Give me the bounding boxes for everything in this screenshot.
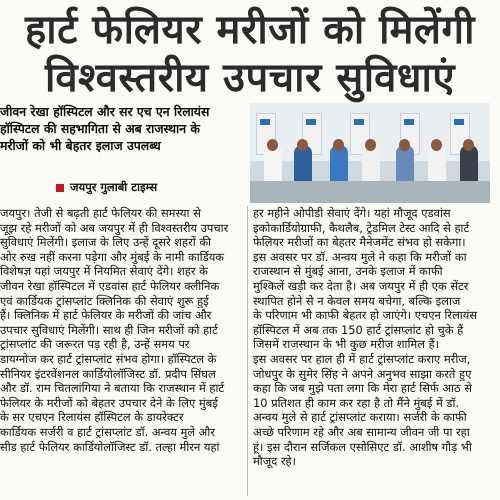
article-line: कार्डियक सर्जरी व हार्ट ट्रांसप्लांट डॉ. अन्वय मुले और	[0, 424, 215, 439]
byline-marker-icon	[56, 184, 64, 192]
photo-table	[250, 181, 490, 203]
photo-person-head	[297, 139, 308, 151]
article-line: फेलियर के मरीजों को बेहतर उपचार देने के लिए मुंबई	[0, 395, 218, 410]
article-line: हर महीने ओपीडी सेवाएं देंगे। यहां मौजूद एडवांस	[253, 206, 451, 220]
photo-person-head	[267, 139, 278, 151]
article-line: राजस्थान से मुंबई आना, उनके इलाज में काफी	[253, 264, 443, 279]
article-line: विशेषज्ञ यहां जयपुर में नियमित सेवाएं देंगे। शहर के	[0, 264, 208, 279]
photo-person-head	[431, 139, 442, 151]
photo-person-head	[399, 139, 410, 151]
photo-person	[294, 145, 312, 185]
article-line: जिसमें राजस्थान के भी कुछ मरीज शामिल हैं।	[253, 337, 439, 352]
article-line: स्थापित होने से न केवल समय बचेगा, बल्कि इलाज	[253, 293, 461, 308]
photo-person	[460, 145, 478, 185]
column-divider	[247, 206, 248, 496]
article-line: हूं। इस दौरान सर्जिकल एसोसिएट डॉ. आशीष गौड़ भी	[253, 439, 472, 454]
headline-line-1: हार्ट फेलियर मरीजों को मिलेंगी	[25, 7, 475, 53]
photo-person	[264, 145, 282, 185]
subheadline	[0, 103, 248, 154]
news-photo	[250, 103, 490, 203]
article-column-right	[253, 206, 493, 469]
article-line: मौजूद रहे।	[253, 454, 296, 469]
article-line: और डॉ. राम चितलांगिया ने बताया कि राजस्थान में हार्ट	[0, 381, 225, 396]
subhead-line: मरीजों को भी बेहतर इलाज उपलब्ध	[0, 138, 161, 153]
article-line: सुविधाएं मिलेंगी। इलाज के लिए उन्हें दूसरे शहरों की	[0, 235, 212, 250]
byline	[56, 180, 157, 195]
article-line: ट्रांसप्लांट की जरूरत पड़ रही है, उन्हें समय पर	[0, 337, 190, 352]
article-line: 10 प्रतिशत ही काम कर रहा है तो मैंने मुंबई में डॉ.	[253, 395, 460, 410]
photo-person-head	[333, 139, 344, 151]
article-line: ओर रुख नहीं करना पड़ेगा और मुंबई के नामी कार्डियक	[0, 249, 225, 264]
article-line: हॉस्पिटल में अब तक 150 हार्ट ट्रांसप्लांट हो चुके हैं	[253, 322, 464, 337]
article-line: अन्वय मुले से हार्ट ट्रांसप्लांट कराया। सर्जरी के काफी	[253, 410, 467, 425]
article-line: जोधपुर के सुमेर सिंह ने अपने अनुभव साझा करते हुए	[253, 366, 472, 381]
article-column-left	[0, 206, 243, 454]
photo-person-head	[463, 139, 474, 151]
subhead-line: हॉस्पिटल की सहभागिता से अब राजस्थान के	[0, 121, 200, 136]
article-line: हैं। क्लिनिक में हार्ट फेलियर के मरीजों की जांच और	[0, 308, 212, 323]
byline-text: जयपुर गुलाबी टाइम्स	[70, 180, 158, 194]
article-line: के सर एचएन रिलायंस हॉस्पिटल के डायरेक्टर	[0, 410, 184, 425]
article-line: जयपुर। तेजी से बढ़ती हार्ट फेलियर की समस्या से	[0, 206, 201, 220]
article-line: कहा कि जब मुझे पता लगा कि मेरा हार्ट सिर्फ आठ से	[253, 381, 472, 396]
article-line: सीनियर इंटरवेंशनल कार्डियोलॉजिस्ट डॉ. प्रदीप सिंघल	[0, 366, 216, 381]
article-line: फेलियर मरीजों का बेहतर मैनेजमेंट संभव हो सकेगा।	[253, 235, 466, 250]
article-line: इकोकार्डियोग्राफी, कैथलैब, ट्रेडमिल टेस्ट आदि से हार्ट	[253, 220, 470, 235]
article-line: जीवन रेखा हॉस्पिटल में एडवांस हार्ट फेलियर क्लीनिक	[0, 278, 220, 293]
article-line: इस अवसर पर डॉ. अन्वय मुले ने कहा कि मरीजों का	[253, 249, 467, 264]
article-line: सीड हार्ट फेलियर कार्डियोलॉजिस्ट डॉ. तल्हा मीरन यहां	[0, 439, 220, 454]
article-line: मुश्किलें खड़ी कर देता है। अब जयपुर में ही एक सेंटर	[253, 278, 469, 293]
photo-person	[362, 145, 380, 185]
headline-line-2: विश्वस्तरीय उपचार सुविधाएं	[45, 55, 455, 101]
article-line: डायग्नोज कर हार्ट ट्रांसप्लांट संभव होगा। हॉस्पिटल के	[0, 351, 217, 366]
article-line: के परिणाम भी काफी बेहतर हो जाएंगे। एचएन रिलायंस	[253, 308, 478, 323]
article-line: जूझ रहे मरीजों को अब जयपुर में ही विश्वस्तरीय उपचार	[0, 220, 229, 235]
article-line: उपचार सुविधाएं मिलेंगी। साथ ही जिन मरीजों को हार्ट	[0, 322, 218, 337]
photo-person	[330, 145, 348, 185]
photo-person-head	[365, 139, 376, 151]
photo-person	[428, 145, 446, 185]
article-line: अच्छे परिणाम रहे और अब सामान्य जीवन जी पा रहा	[253, 424, 470, 439]
subhead-line: जीवन रेखा हॉस्पिटल और सर एच एन रिलायंस	[0, 104, 210, 119]
article-line: इस अवसर पर हाल ही में हार्ट ट्रांसप्लांट कराए मरीज,	[253, 351, 471, 366]
article-line: एवं कार्डियक ट्रांसप्लांट क्लिनिक की सेवाएं शुरू हुई	[0, 293, 209, 308]
photo-person	[396, 145, 414, 185]
